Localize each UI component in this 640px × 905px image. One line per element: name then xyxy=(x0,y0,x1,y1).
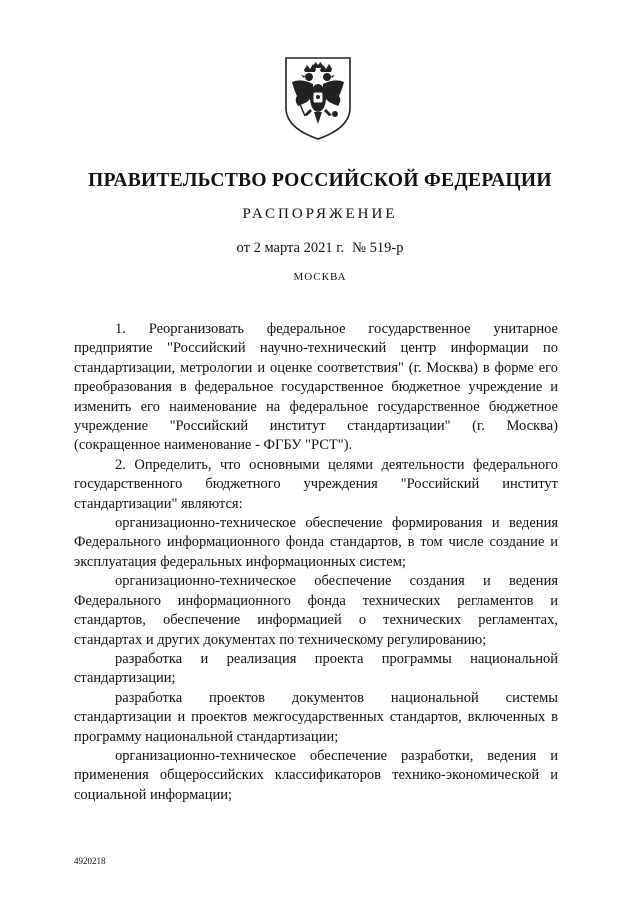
paragraph: организационно-техническое обеспечение создания и ведения Федерального информационного фонда технических регламентов и стандартов, обеспечение информацией о технических регламентах, стандартах и других документах по техническому регулированию; xyxy=(74,573,558,648)
document-city: МОСКВА xyxy=(293,271,347,283)
document-type: РАСПОРЯЖЕНИЕ xyxy=(242,206,398,222)
government-title: ПРАВИТЕЛЬСТВО РОССИЙСКОЙ ФЕДЕРАЦИИ xyxy=(88,170,552,191)
paragraph: разработка и реализация проекта программы национальной стандартизации; xyxy=(74,650,558,687)
paragraph: 2. Определить, что основными целями деятельности федерального государственного бюджетного учреждения "Российский институт стандартизации" являются: xyxy=(74,456,558,512)
document-date: от 2 марта 2021 г. xyxy=(236,240,345,256)
paragraph: организационно-техническое обеспечение разработки, ведения и применения общероссийских классификаторов технико-экономической и социальной информации; xyxy=(74,747,558,803)
document-code: 4920218 xyxy=(74,856,106,866)
coat-of-arms-icon xyxy=(283,56,353,141)
paragraph: организационно-техническое обеспечение формирования и ведения Федерального информационного фонда стандартов, в том числе создание и эксплуатация федеральных информационных систем; xyxy=(74,515,558,570)
date-line xyxy=(0,240,640,257)
document-body xyxy=(74,320,558,805)
paragraph: 1. Реорганизовать федеральное государственное унитарное предприятие "Российский научно-технический центр информации по стандартизации, метрологии и оценке соответствия" (г. Москва) в форме его преобразования в федеральное государственное бюджетное учреждение и изменить его наименование на федеральное государственное бюджетное учреждение "Российский институт стандартизации" (г. Москва) (сокращенное наименование - ФГБУ "РСТ"). xyxy=(74,321,558,454)
document-number: № 519-р xyxy=(352,240,404,256)
paragraph: разработка проектов документов национальной системы стандартизации и проектов межгосударственных стандартов, включенных в программу национальной стандартизации; xyxy=(74,689,558,745)
